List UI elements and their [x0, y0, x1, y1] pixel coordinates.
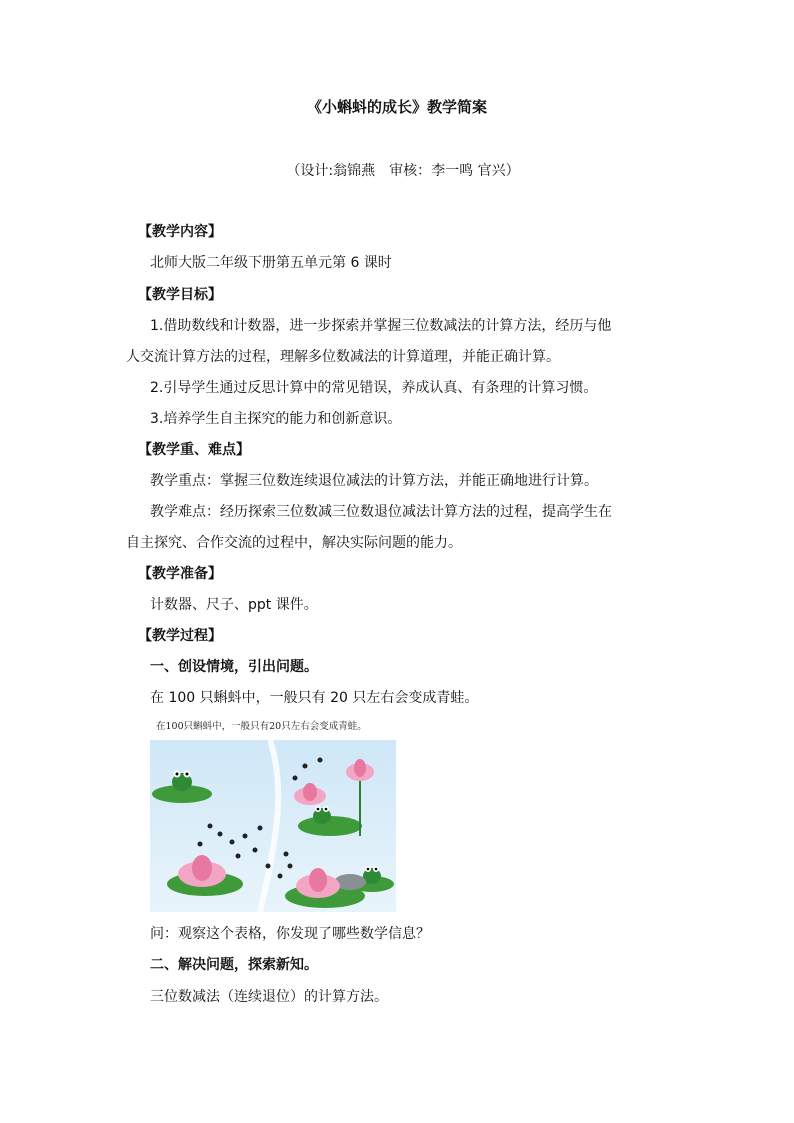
paragraph: 3.培养学生自主探究的能力和创新意识。: [150, 411, 402, 427]
section-heading: 【教学过程】: [138, 628, 222, 644]
pond-illustration: [150, 716, 396, 912]
paragraph: 北师大版二年级下册第五单元第 6 课时: [150, 255, 392, 271]
section-heading: 【教学准备】: [138, 566, 222, 582]
document-title: 《小蝌蚪的成长》教学简案: [306, 98, 487, 116]
paragraph: 计数器、尺子、ppt 课件。: [150, 597, 318, 613]
paragraph: 教学难点：经历探索三位数减三位数退位减法计算方法的过程，提高学生在: [150, 504, 612, 520]
paragraph: 2.引导学生通过反思计算中的常见错误，养成认真、有条理的计算习惯。: [150, 380, 598, 396]
subsection-heading: 一、创设情境，引出问题。: [150, 659, 318, 675]
paragraph: 人交流计算方法的过程，理解多位数减法的计算道理，并能正确计算。: [126, 349, 560, 365]
paragraph: 问：观察这个表格，你发现了哪些数学信息？: [150, 926, 430, 942]
section-heading: 【教学重、难点】: [138, 442, 250, 458]
illustration-caption: 在100只蝌蚪中，一般只有20只左右会变成青蛙。: [156, 721, 367, 732]
paragraph: 教学重点：掌握三位数连续退位减法的计算方法，并能正确地进行计算。: [150, 473, 598, 489]
paragraph: 三位数减法（连续退位）的计算方法。: [150, 989, 388, 1005]
frog-icon: [172, 771, 192, 792]
paragraph: 1.借助数线和计数器，进一步探索并掌握三位数减法的计算方法，经历与他: [150, 318, 612, 334]
section-heading: 【教学目标】: [138, 287, 222, 303]
paragraph: 在 100 只蝌蚪中，一般只有 20 只左右会变成青蛙。: [150, 690, 479, 706]
document-byline: （设计:翁锦燕 审核：李一鸣 官兴）: [286, 163, 520, 179]
section-heading: 【教学内容】: [138, 224, 222, 240]
frog-icon: [313, 806, 331, 824]
subsection-heading: 二、解决问题，探索新知。: [150, 957, 318, 973]
paragraph: 自主探究、合作交流的过程中，解决实际问题的能力。: [126, 535, 462, 551]
